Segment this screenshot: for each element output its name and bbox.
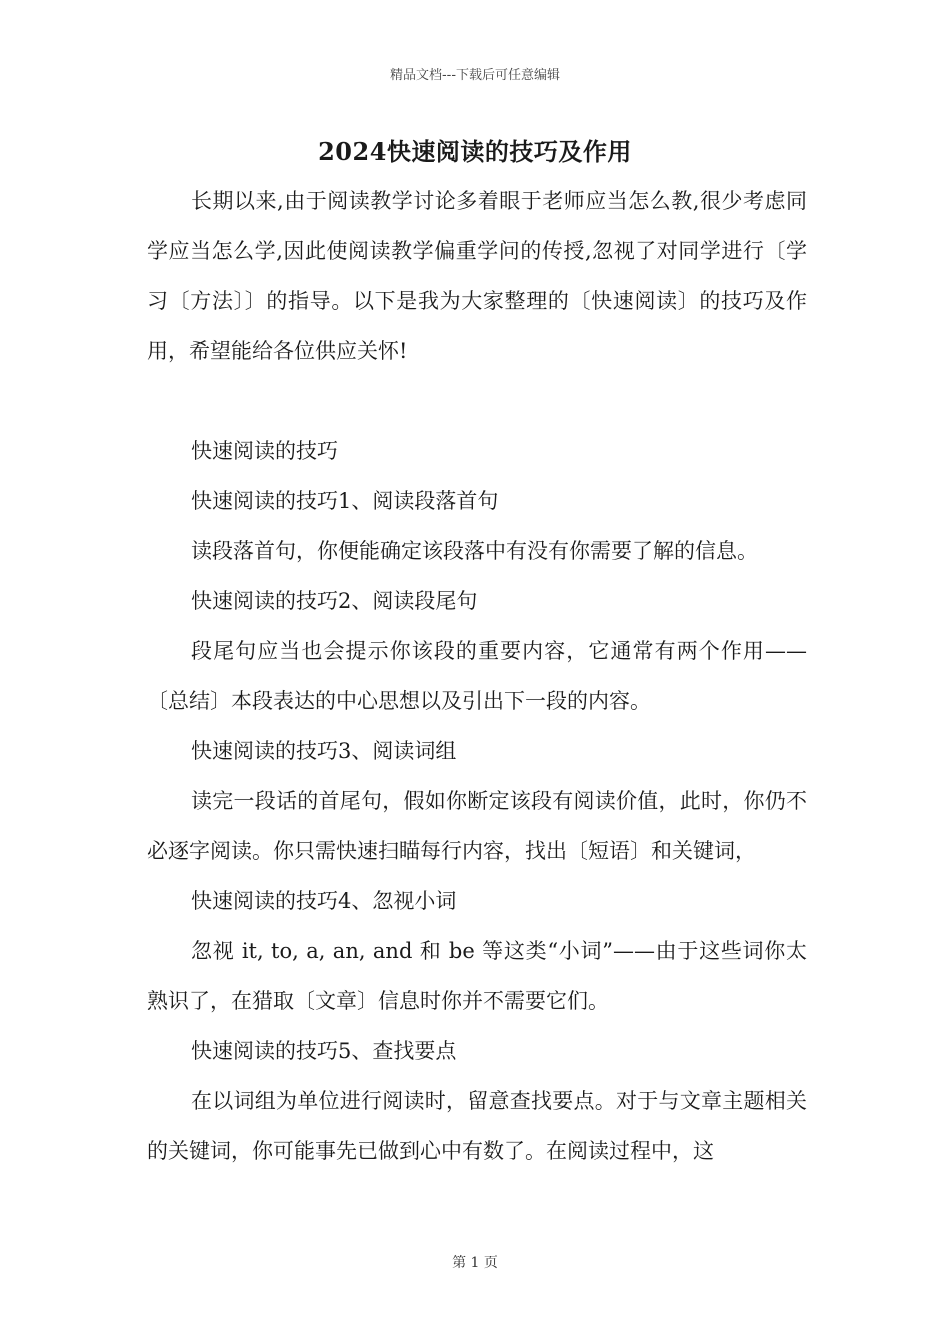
tip-5-body: 在以词组为单位进行阅读时，留意查找要点。对于与文章主题相关的关键词，你可能事先已做到心中有数了。在阅读过程中，这	[147, 1089, 807, 1163]
tip-4-heading: 快速阅读的技巧4、忽视小词	[191, 889, 457, 913]
tip-1-body: 读段落首句，你便能确定该段落中有没有你需要了解的信息。	[191, 539, 758, 563]
page-header: 精品文档---下载后可任意编辑	[389, 68, 561, 83]
tip-2-body: 段尾句应当也会提示你该段的重要内容，它通常有两个作用——〔总结〕本段表达的中心思想以及引出下一段的内容。	[147, 639, 807, 713]
tip-1-heading: 快速阅读的技巧1、阅读段落首句	[191, 489, 499, 513]
tip-3-body: 读完一段话的首尾句，假如你断定该段有阅读价值，此时，你仍不必逐字阅读。你只需快速扫瞄每行内容，找出〔短语〕和关键词，	[147, 789, 807, 863]
tip-5-heading: 快速阅读的技巧5、查找要点	[191, 1039, 457, 1063]
tip-3-heading: 快速阅读的技巧3、阅读词组	[191, 739, 457, 763]
page-number: 第 1 页	[452, 1255, 498, 1271]
section-heading: 快速阅读的技巧	[191, 439, 338, 463]
tip-4-body: 忽视 it, to, a, an, and 和 be 等这类“小词”——由于这些词你太熟识了，在猎取〔文章〕信息时你并不需要它们。	[147, 939, 807, 1013]
document-body	[147, 176, 807, 1176]
tip-2-heading: 快速阅读的技巧2、阅读段尾句	[191, 589, 478, 613]
paragraph-spacer	[147, 376, 807, 426]
intro-paragraph: 长期以来,由于阅读教学讨论多着眼于老师应当怎么教,很少考虑同学应当怎么学,因此使阅读教学偏重学问的传授,忽视了对同学进行〔学习〔方法〕〕的指导。以下是我为大家整理的〔快速阅读〕的技巧及作用，希望能给各位供应关怀!	[147, 189, 807, 363]
document-title: 2024快速阅读的技巧及作用	[318, 137, 632, 166]
